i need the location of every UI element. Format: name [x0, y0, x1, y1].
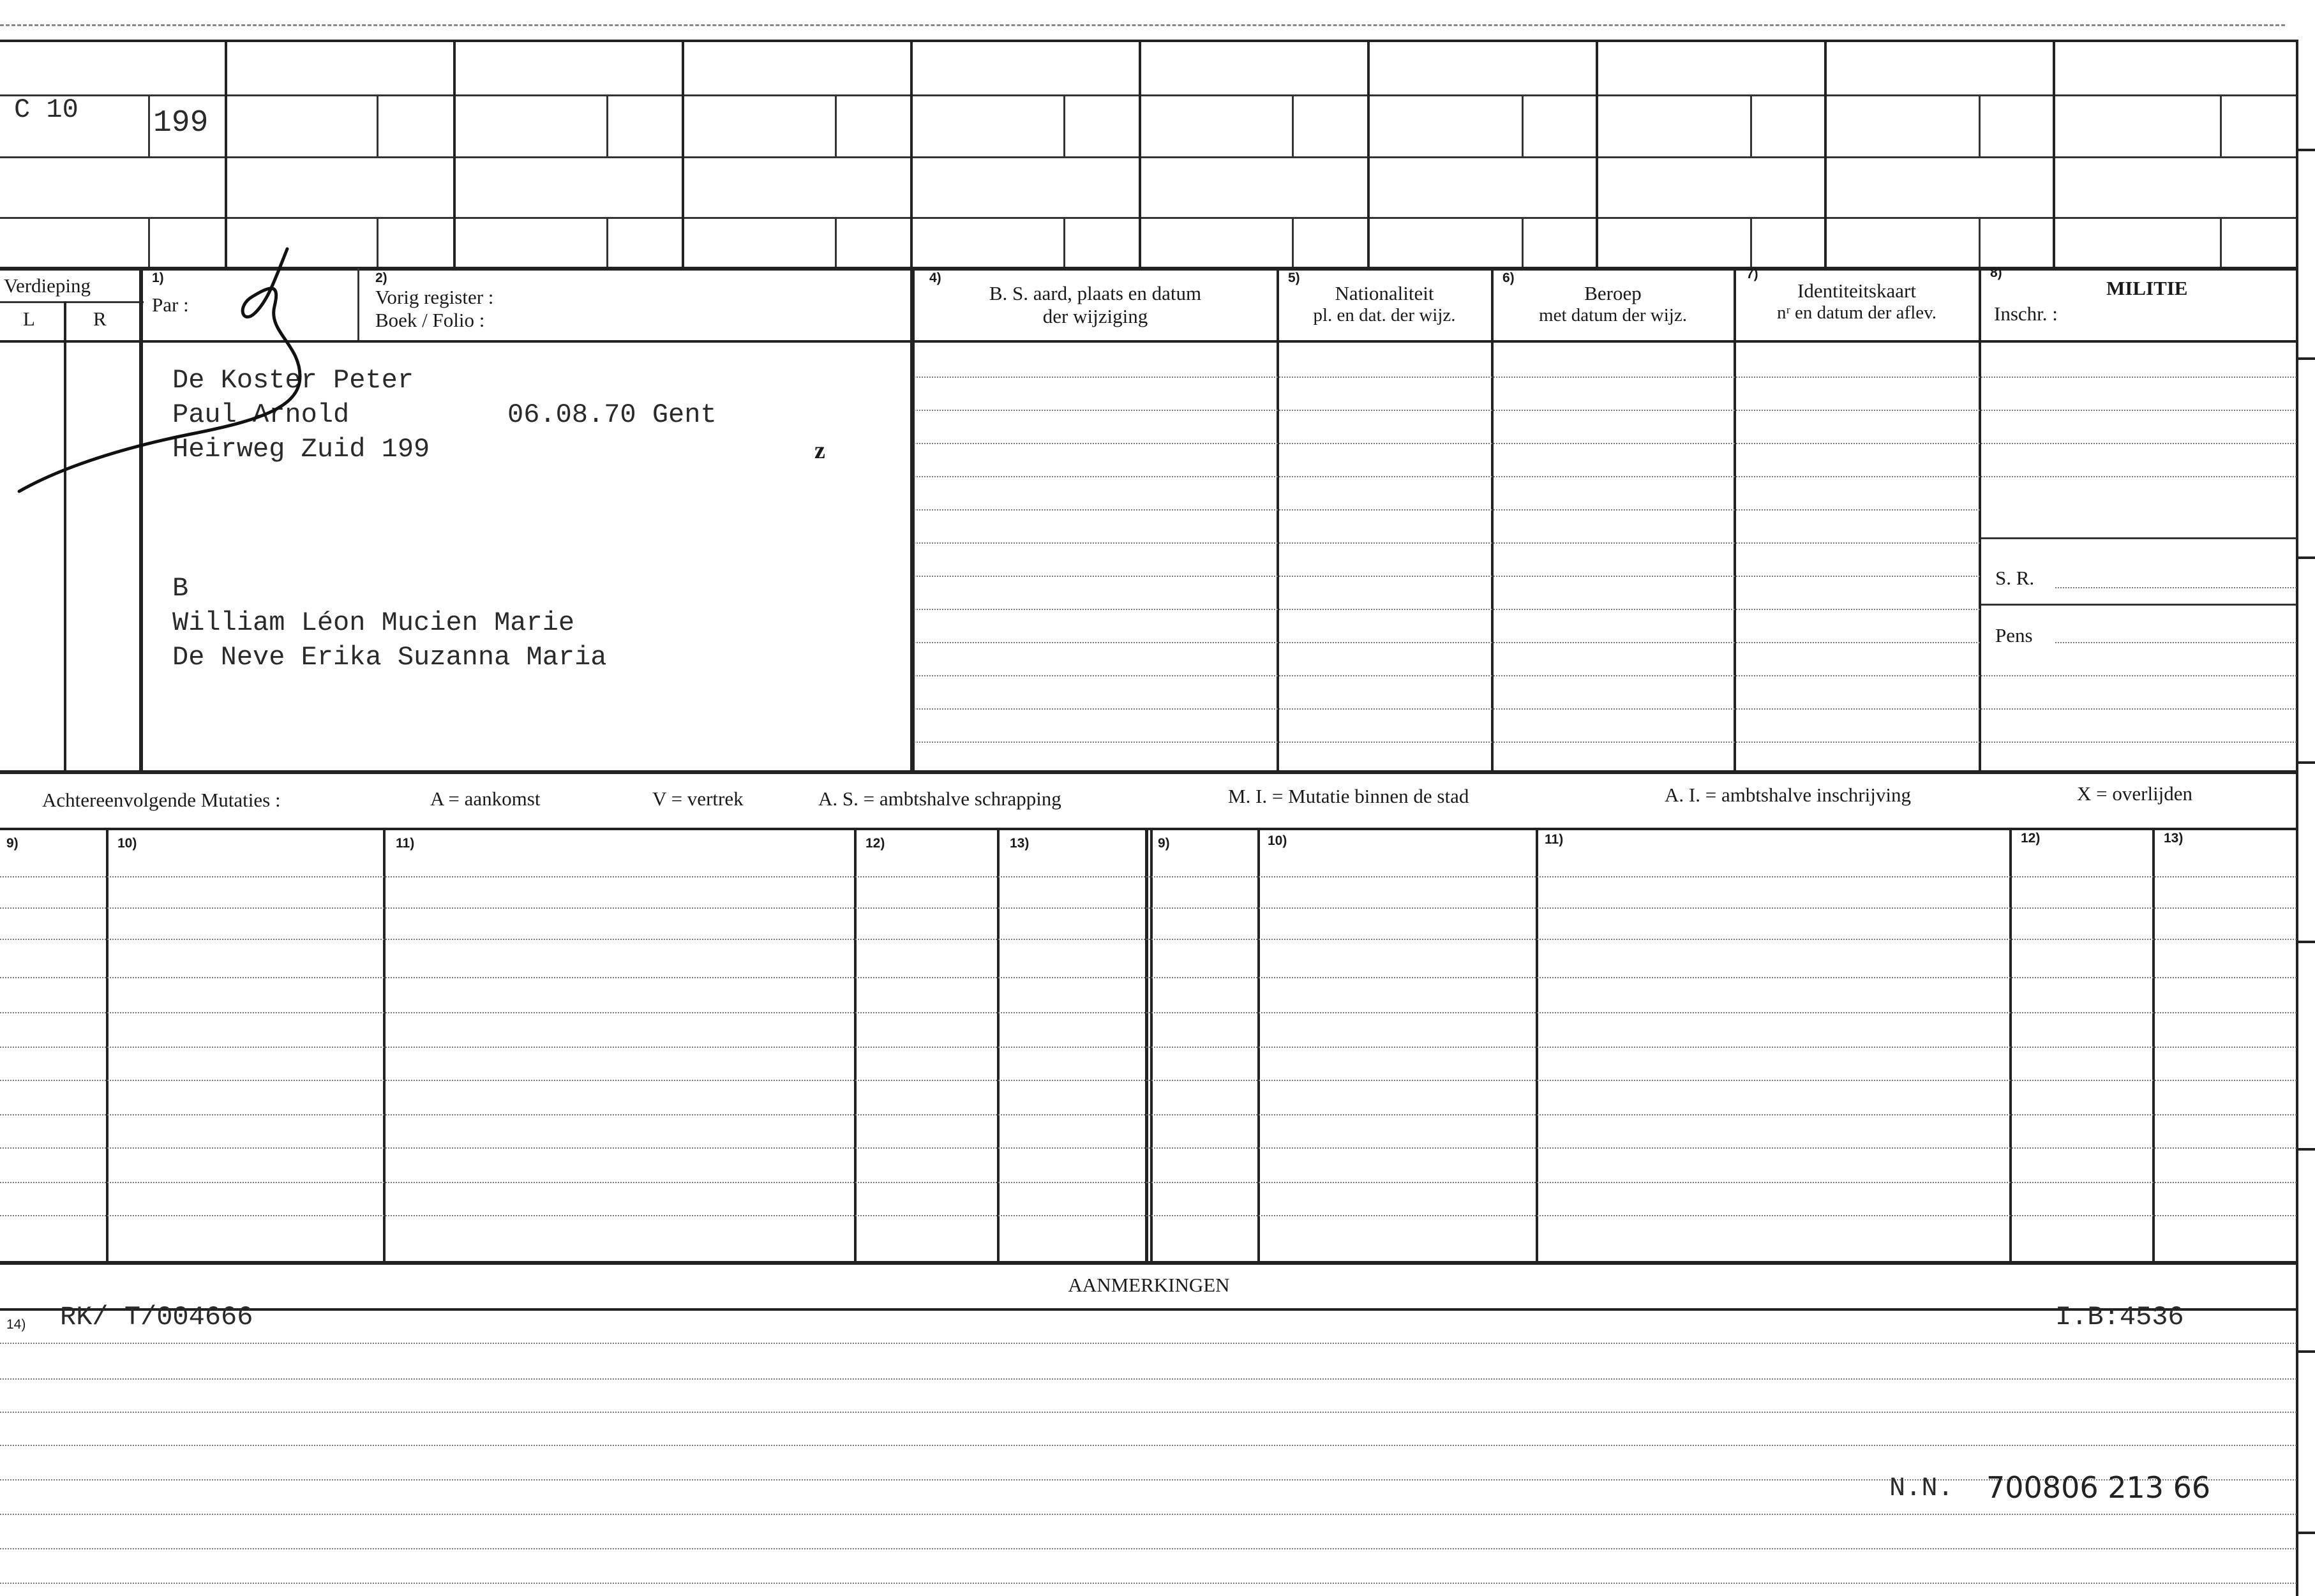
mother-name: De Neve Erika Suzanna Maria [172, 642, 607, 673]
col6-number: 6) [1502, 271, 1515, 285]
col7-number: 7) [1746, 267, 1758, 281]
mut-col-9a: 9) [6, 836, 19, 851]
col5-number: 5) [1288, 271, 1300, 285]
legend-x: X = overlijden [2077, 782, 2193, 805]
register-number: 199 [153, 106, 209, 140]
legend-title: Achtereenvolgende Mutaties : [42, 789, 281, 811]
person-address: Heirweg Zuid 199 [172, 434, 430, 465]
person-given-names: Paul Arnold [172, 399, 350, 430]
verdieping-left: L [23, 308, 35, 330]
register-code: C 10 [14, 94, 79, 125]
legend-ai: A. I. = ambtshalve inschrijving [1665, 784, 1911, 806]
mut-col-13a: 13) [1010, 836, 1030, 851]
militie-inschr: Inschr. : [1994, 302, 2058, 325]
remarks-ib: I.B:4536 [2055, 1302, 2184, 1332]
person-surname: De Koster Peter [172, 365, 414, 396]
col4-number: 4) [929, 271, 941, 285]
mut-col-12a: 12) [865, 836, 885, 851]
col2-line1: Vorig register : [375, 286, 494, 308]
militie-title: MILITIE [2106, 277, 2188, 299]
mut-col-13b: 13) [2164, 831, 2184, 846]
remarks-title: AANMERKINGEN [1068, 1274, 1230, 1296]
col7-line1: Identiteitskaart [1797, 280, 1916, 302]
remarks-rk: RK/ T/004666 [60, 1302, 253, 1332]
legend-mi: M. I. = Mutatie binnen de stad [1228, 785, 1469, 807]
col6-line2: met datum der wijz. [1539, 305, 1687, 325]
verdieping-right: R [93, 308, 107, 330]
legend-bottom-line [0, 828, 2298, 830]
militie-pens: Pens [1995, 624, 2033, 646]
nn-label: N.N. [1889, 1473, 1954, 1503]
col4-line1: B. S. aard, plaats en datum [989, 282, 1202, 304]
mut-col-11b: 11) [1545, 832, 1564, 847]
col1-number: 1) [152, 271, 164, 285]
col6-line1: Beroep [1584, 282, 1642, 304]
mut-col-9b: 9) [1158, 836, 1170, 851]
remarks-number: 14) [6, 1317, 26, 1332]
mut-col-11a: 11) [396, 836, 415, 851]
legend-a: A = aankomst [430, 787, 541, 810]
col4-line2: der wijziging [1042, 305, 1148, 327]
col2-line2: Boek / Folio : [375, 309, 485, 331]
col5-line1: Nationaliteit [1335, 282, 1434, 304]
nn-value: 700806 213 66 [1986, 1470, 2211, 1505]
col2-number: 2) [375, 271, 387, 285]
col8-number: 8) [1990, 265, 2002, 280]
col1-label: Par : [152, 294, 189, 316]
mark-b: B [172, 573, 189, 604]
father-name: William Léon Mucien Marie [172, 608, 575, 638]
top-edge-line [0, 24, 2285, 26]
verdieping-label: Verdieping [4, 274, 91, 297]
legend-top-line [0, 770, 2298, 774]
remarks-header-line [0, 1308, 2298, 1311]
mut-col-12b: 12) [2021, 831, 2041, 846]
handwritten-stroke [0, 242, 332, 511]
militie-sr: S. R. [1995, 567, 2035, 589]
legend-as: A. S. = ambtshalve schrapping [818, 787, 1061, 810]
remarks-top-line [0, 1261, 2298, 1265]
person-birth: 06.08.70 Gent [507, 399, 717, 430]
mut-col-10b: 10) [1268, 833, 1287, 848]
mark-z: z [814, 437, 825, 464]
col7-line2: nʳ en datum der aflev. [1776, 302, 1937, 323]
mut-col-10a: 10) [117, 836, 137, 851]
legend-v: V = vertrek [652, 787, 744, 810]
col5-line2: pl. en dat. der wijz. [1313, 305, 1456, 325]
